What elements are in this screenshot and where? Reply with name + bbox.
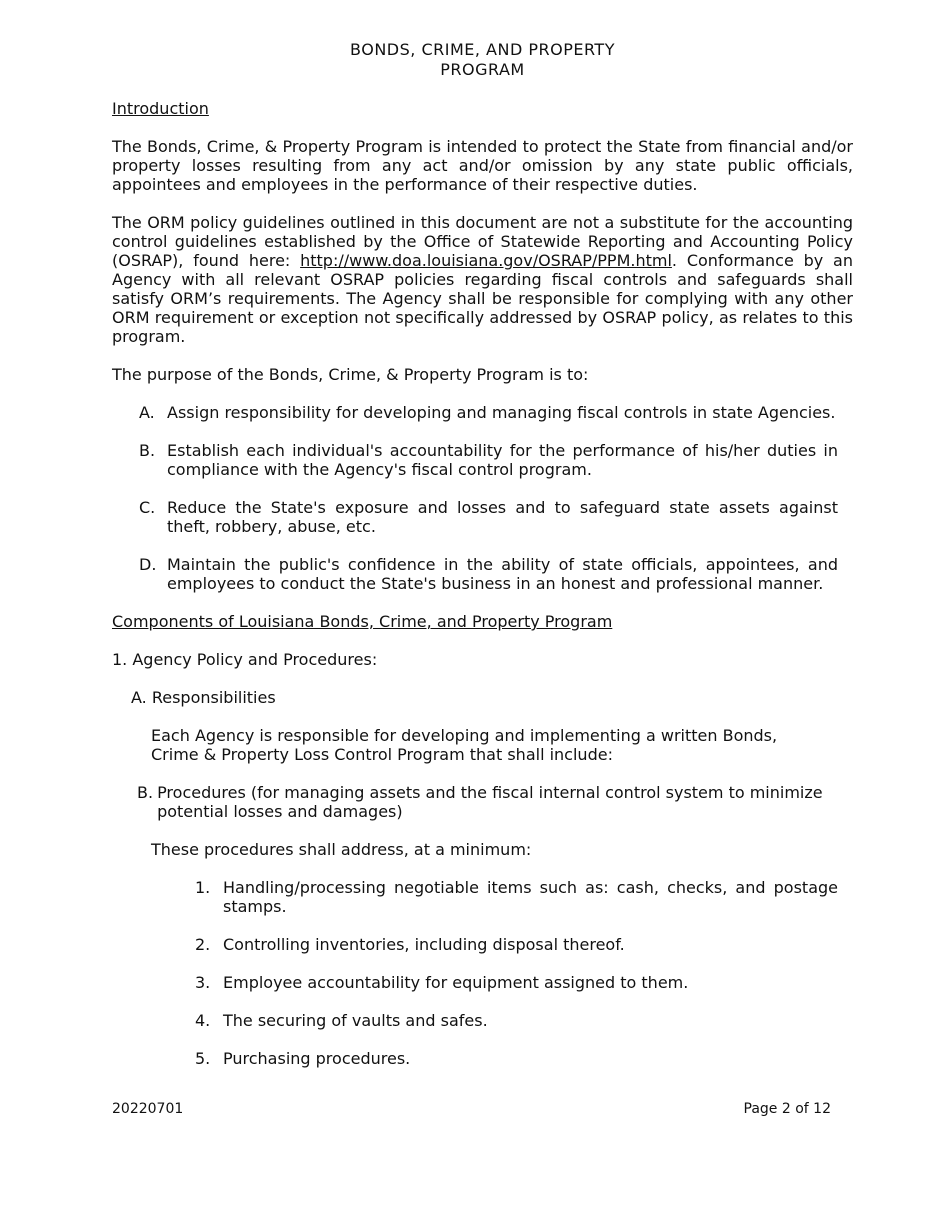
page-title bbox=[112, 40, 853, 80]
list-item-text: The securing of vaults and safes. bbox=[223, 1011, 488, 1030]
purpose-list bbox=[112, 403, 853, 593]
intro-paragraph-2 bbox=[112, 213, 853, 346]
list-item bbox=[139, 555, 838, 593]
subsection-b-heading bbox=[137, 783, 827, 821]
list-marker: 3. bbox=[195, 973, 211, 992]
list-item-text: Employee accountability for equipment assigned to them. bbox=[223, 973, 689, 992]
list-item-text: Controlling inventories, including disposal thereof. bbox=[223, 935, 625, 954]
section-1-heading: 1. Agency Policy and Procedures: bbox=[112, 650, 378, 669]
list-item bbox=[195, 1011, 838, 1030]
procedures-list bbox=[112, 878, 853, 1068]
intro-paragraph-2-text-before: The ORM policy guidelines outlined in this document are not a substitute for the accounting control guidelines established by the Office of Statewide Reporting and Accounting Policy (OSRAP), found here: bbox=[112, 213, 853, 270]
page-number: Page 2 of 12 bbox=[743, 1101, 831, 1117]
list-item bbox=[139, 498, 838, 536]
list-item bbox=[195, 878, 838, 916]
document-page bbox=[112, 40, 853, 1068]
list-item bbox=[195, 935, 838, 954]
subsection-a-line-1: Each Agency is responsible for developing and implementing a written Bonds, bbox=[151, 726, 778, 745]
list-marker: B. bbox=[139, 441, 156, 460]
list-item-text: Assign responsibility for developing and managing fiscal controls in state Agencies. bbox=[167, 403, 836, 422]
document-code: 20220701 bbox=[112, 1101, 184, 1117]
list-item-text: Handling/processing negotiable items such as: cash, checks, and postage stamps. bbox=[223, 878, 838, 916]
intro-paragraph-1: The Bonds, Crime, & Property Program is intended to protect the State from financial and/or property losses resulting from any act and/or omission by any state public officials, appointees and employees in the performance of their respective duties. bbox=[112, 137, 853, 194]
subsection-b-text: Procedures (for managing assets and the fiscal internal control system to minimize potential losses and damages) bbox=[157, 783, 823, 821]
list-item bbox=[195, 1049, 838, 1068]
intro-paragraph-2-text-after: . Conformance by an Agency with all relevant OSRAP policies regarding fiscal controls and safeguards shall satisfy ORM’s requirements. The Agency shall be responsible for complying with any other ORM requirement or exception not specifically addressed by OSRAP policy, as relates to this program. bbox=[112, 251, 853, 346]
list-marker: 2. bbox=[195, 935, 211, 954]
list-item bbox=[139, 441, 838, 479]
purpose-intro: The purpose of the Bonds, Crime, & Property Program is to: bbox=[112, 365, 589, 384]
title-line-2: PROGRAM bbox=[440, 60, 525, 79]
list-marker: 1. bbox=[195, 878, 211, 897]
list-marker: A. bbox=[139, 403, 155, 422]
subsection-b-marker: B. bbox=[137, 783, 154, 802]
introduction-heading: Introduction bbox=[112, 99, 209, 118]
osrap-link[interactable]: http://www.doa.louisiana.gov/OSRAP/PPM.html bbox=[300, 251, 672, 270]
list-item-text: Maintain the public's confidence in the ability of state officials, appointees, and employees to conduct the State's business in an honest and professional manner. bbox=[167, 555, 838, 593]
list-marker: D. bbox=[139, 555, 157, 574]
list-marker: C. bbox=[139, 498, 156, 517]
subsection-a-line-2: Crime & Property Loss Control Program that shall include: bbox=[151, 745, 613, 764]
list-item-text: Reduce the State's exposure and losses and to safeguard state assets against theft, robbery, abuse, etc. bbox=[167, 498, 838, 536]
title-line-1: BONDS, CRIME, AND PROPERTY bbox=[350, 40, 615, 59]
list-marker: 5. bbox=[195, 1049, 211, 1068]
subsection-a-text bbox=[151, 726, 853, 764]
procedures-intro: These procedures shall address, at a minimum: bbox=[151, 840, 532, 859]
components-heading: Components of Louisiana Bonds, Crime, and Property Program bbox=[112, 612, 613, 631]
list-marker: 4. bbox=[195, 1011, 211, 1030]
list-item bbox=[195, 973, 838, 992]
list-item-text: Purchasing procedures. bbox=[223, 1049, 411, 1068]
list-item bbox=[139, 403, 838, 422]
page-footer bbox=[112, 1100, 831, 1119]
list-item-text: Establish each individual's accountability for the performance of his/her duties in compliance with the Agency's fiscal control program. bbox=[167, 441, 838, 479]
subsection-a-heading: A. Responsibilities bbox=[131, 688, 276, 707]
